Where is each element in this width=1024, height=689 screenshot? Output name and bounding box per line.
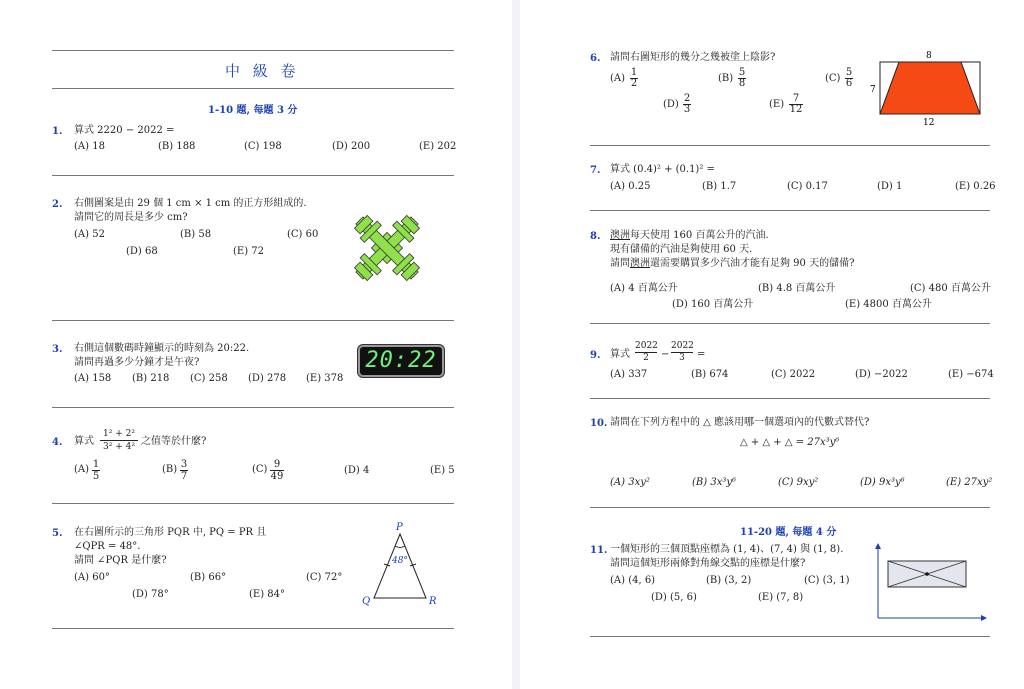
option-label: (A) [610, 73, 626, 84]
option-a[interactable]: (A) 18 [74, 141, 105, 152]
fraction [635, 341, 657, 364]
side-length-label: 7 [870, 85, 876, 95]
question-number: 3. [52, 344, 63, 355]
question-number: 8. [590, 231, 601, 242]
divider [52, 407, 454, 408]
fraction [92, 459, 100, 482]
fraction-numerator: 7 [789, 94, 803, 105]
divider [590, 636, 990, 637]
option-a[interactable]: (A) 337 [610, 369, 648, 380]
vertex-r-label: R [429, 596, 437, 607]
question-number: 2. [52, 199, 63, 210]
question-text: 算式 2220 − 2022 = [74, 125, 175, 136]
fraction [738, 68, 746, 89]
angle-label: 48° [392, 556, 408, 566]
question-text: 還需要購買多少汽油才能有足夠 90 天的儲備? [650, 258, 855, 269]
option-c[interactable]: (C) 9xy² [778, 477, 819, 488]
fraction-denominator: 3 [683, 104, 691, 115]
fraction [630, 68, 638, 89]
vertex-q-label: Q [362, 596, 371, 607]
option-e[interactable]: (E) (7, 8) [758, 592, 804, 603]
question-text: 之值等於什麼? [141, 436, 207, 447]
option-label: (C) [252, 464, 268, 475]
question-text: 每天使用 160 百萬公升的汽油. [630, 230, 769, 241]
fraction [683, 94, 691, 115]
question-text-line-2: ∠QPR = 48°. [74, 541, 141, 552]
option-c[interactable]: (C) 60 [287, 229, 319, 240]
option-label: (B) [162, 464, 178, 475]
question-text-line-3: 請問 ∠PQR 是什麼? [74, 555, 167, 566]
fraction [180, 459, 188, 482]
question-number: 6. [590, 53, 601, 64]
option-d[interactable]: (D) 4 [344, 465, 370, 476]
option-a[interactable]: (A) 52 [74, 229, 105, 240]
fraction-denominator: 3 [679, 353, 685, 363]
option-label: (E) [769, 99, 785, 110]
fraction-numerator: 2022 [671, 341, 694, 351]
option-b[interactable]: (B) 66° [190, 572, 227, 583]
divider [52, 50, 454, 51]
option-b[interactable]: (B) 3x³y⁶ [692, 477, 736, 488]
divider [590, 323, 990, 324]
fraction-numerator: 1 [92, 459, 100, 470]
question-text-line-2: 請問它的周長是多少 cm? [74, 212, 188, 223]
fraction-denominator: 8 [738, 78, 746, 89]
clock-display: 20:22 [365, 348, 437, 373]
option-d[interactable]: (D) (5, 6) [651, 592, 697, 603]
fraction-numerator: 2022 [635, 341, 658, 351]
section-heading: 1-10 題, 每題 3 分 [208, 105, 298, 116]
option-c[interactable]: (C) 480 百萬公升 [910, 283, 991, 294]
option-c[interactable]: (C) 72° [306, 572, 343, 583]
fraction [270, 459, 284, 482]
question-text-line-2: 請問再過多少分鐘才是午夜? [74, 357, 200, 368]
fraction-denominator: 6 [845, 78, 853, 89]
option-e[interactable]: (E) 0.26 [955, 181, 996, 192]
divider [52, 320, 454, 321]
fraction-denominator: 2 [643, 353, 649, 363]
underlined-term: 澳洲 [630, 258, 650, 269]
option-b[interactable]: (B) 674 [691, 369, 729, 380]
option-e[interactable]: (E) 5 [430, 465, 455, 476]
bottom-length-label: 12 [923, 118, 935, 128]
fraction-denominator: 12 [789, 104, 803, 115]
divider [52, 88, 454, 89]
option-c[interactable]: (C) 2022 [771, 369, 816, 380]
option-e[interactable]: (E) −674 [948, 369, 994, 380]
minus-sign: − [661, 349, 670, 360]
option-b[interactable]: (B) 4.8 百萬公升 [758, 283, 836, 294]
fraction-numerator: 1 [630, 67, 638, 78]
question-text-line-1 [610, 230, 769, 242]
question-text: 請問右圖矩形的幾分之幾被塗上陰影? [610, 52, 776, 63]
option-a[interactable]: (A) 60° [74, 572, 110, 583]
option-c[interactable]: (C) 258 [190, 373, 228, 384]
option-e[interactable]: (E) 378 [306, 373, 344, 384]
option-label: (B) [718, 73, 734, 84]
digital-clock [358, 345, 444, 377]
paper-title: 中 級 卷 [225, 62, 300, 80]
divider [52, 628, 454, 629]
option-b[interactable]: (B) 58 [180, 229, 212, 240]
fraction-denominator: 3² + 4² [103, 442, 135, 452]
fraction-denominator: 2 [630, 78, 638, 89]
option-b[interactable]: (B) (3, 2) [706, 575, 752, 586]
divider [590, 145, 990, 146]
fraction-denominator: 7 [180, 471, 188, 482]
option-b[interactable]: (B) 188 [158, 141, 196, 152]
question-text-line-1: 在右圖所示的三角形 PQR 中, PQ = PR 且 [74, 527, 267, 538]
fraction [671, 341, 693, 364]
option-a[interactable]: (A) 158 [74, 373, 112, 384]
fraction-numerator: 9 [270, 459, 284, 471]
fraction-numerator: 5 [845, 67, 853, 78]
question-text-line-1: 右側圖案是由 29 個 1 cm × 1 cm 的正方形組成的. [74, 198, 307, 209]
question-text: 算式 (0.4)² + (0.1)² = [610, 164, 715, 175]
option-a[interactable]: (A) 3xy² [610, 477, 650, 488]
option-e[interactable]: (E) 27xy² [946, 477, 993, 488]
fraction-numerator: 1² + 2² [100, 428, 138, 441]
question-number: 4. [52, 437, 63, 448]
triangle-pqr-figure [358, 518, 442, 608]
question-text-line-2: 現有儲備的汽油是夠使用 60 天. [610, 244, 753, 255]
right-page [520, 0, 1024, 689]
question-text: 請問在下列方程中的 △ 應該用哪一個選項內的代數式替代? [610, 417, 870, 428]
vertex-p-label: P [396, 522, 403, 533]
option-d[interactable]: (D) 9x³y⁶ [860, 477, 905, 488]
fraction [789, 94, 803, 115]
question-number: 7. [590, 165, 601, 176]
question-number: 11. [590, 545, 608, 556]
fraction [845, 68, 853, 89]
fraction-denominator: 5 [92, 471, 100, 482]
option-label: (A) [74, 464, 90, 475]
divider [590, 398, 990, 399]
question-text-line-1: 右側這個數碼時鐘顯示的時刻為 20:22. [74, 343, 250, 354]
option-label: (D) [663, 99, 679, 110]
option-d[interactable]: (D) −2022 [855, 369, 908, 380]
fraction-denominator: 49 [270, 471, 284, 482]
question-text: 算式 [74, 436, 94, 447]
option-c[interactable]: (C) 198 [244, 141, 282, 152]
divider [52, 175, 454, 176]
question-text: 請問 [610, 258, 630, 269]
option-label: (C) [825, 73, 841, 84]
option-e[interactable]: (E) 202 [419, 141, 457, 152]
option-a[interactable]: (A) (4, 6) [610, 575, 656, 586]
option-c[interactable]: (C) (3, 1) [804, 575, 850, 586]
question-text: 算式 [610, 349, 630, 360]
option-d[interactable]: (D) 278 [248, 373, 287, 384]
option-c[interactable]: (C) 0.17 [787, 181, 828, 192]
option-d[interactable]: (D) 68 [126, 246, 158, 257]
option-e[interactable]: (E) 4800 百萬公升 [845, 299, 932, 310]
question-number: 5. [52, 528, 63, 539]
option-a[interactable]: (A) 4 百萬公升 [610, 283, 678, 294]
underlined-term: 澳洲 [610, 230, 630, 241]
option-d[interactable]: (D) 1 [877, 181, 903, 192]
question-text-line-2: 請問這個矩形兩條對角線交點的座標是什麼? [610, 558, 806, 569]
question-number: 10. [590, 418, 608, 429]
section-heading: 11-20 題, 每題 4 分 [740, 527, 837, 538]
fraction [100, 428, 138, 453]
fraction-numerator: 2 [683, 93, 691, 104]
option-b[interactable]: (B) 218 [132, 373, 170, 384]
top-length-label: 8 [926, 51, 932, 61]
option-d[interactable]: (D) 200 [332, 141, 371, 152]
question-text-line-3 [610, 258, 854, 270]
fraction-numerator: 5 [738, 67, 746, 78]
option-e[interactable]: (E) 84° [249, 589, 286, 600]
option-a[interactable]: (A) 0.25 [610, 181, 651, 192]
question-number: 1. [52, 126, 63, 137]
divider [52, 503, 454, 504]
option-d[interactable]: (D) 160 百萬公升 [672, 299, 754, 310]
question-text-line-1: 一個矩形的三個頂點座標為 (1, 4)、(7, 4) 與 (1, 8). [610, 544, 844, 555]
cross-pattern-figure [337, 198, 437, 298]
option-d[interactable]: (D) 78° [132, 589, 169, 600]
option-b[interactable]: (B) 1.7 [702, 181, 737, 192]
divider [590, 507, 990, 508]
equals-sign: = [697, 349, 706, 360]
option-e[interactable]: (E) 72 [233, 246, 265, 257]
equation: △ + △ + △ = 27x³y⁶ [740, 437, 840, 448]
coordinate-rectangle-figure [870, 540, 990, 622]
fraction-numerator: 3 [180, 459, 188, 470]
divider [590, 210, 990, 211]
question-number: 9. [590, 350, 601, 361]
shaded-trapezoid-figure [866, 46, 986, 128]
